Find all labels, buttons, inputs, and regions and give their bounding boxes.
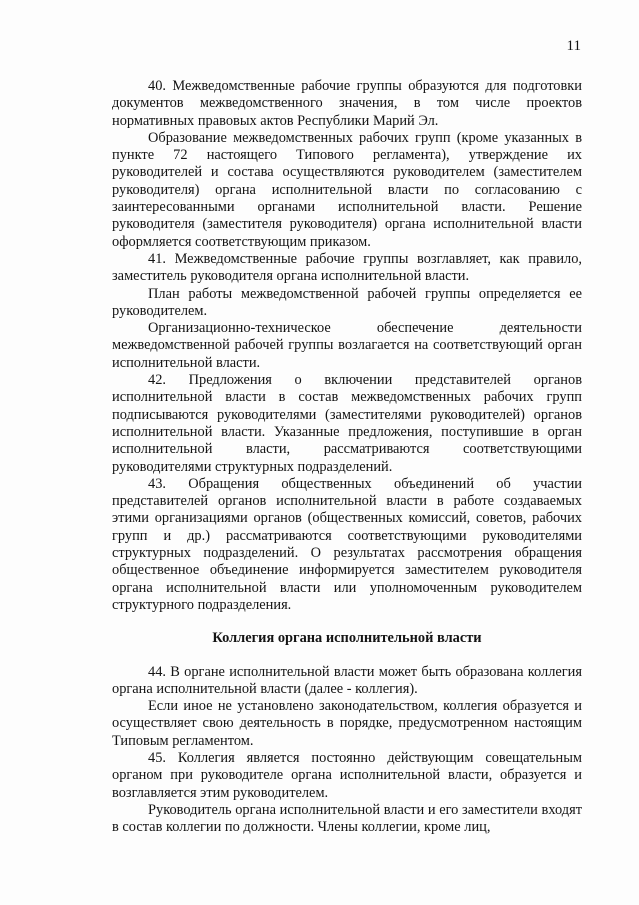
paragraph-45-members: Руководитель органа исполнительной власти и его заместители входят в состав коллегии по должности. Члены коллегии, кроме лиц, bbox=[112, 801, 582, 836]
paragraph-44: 44. В органе исполнительной власти может быть образована коллегия органа исполнительной власти (далее - коллегия). bbox=[112, 663, 582, 697]
paragraph-40-formation: Образование межведомственных рабочих групп (кроме указанных в пункте 72 настоящего Типового регламента), утверждение их руководителей и состава осуществляются руководителем (заместителем руководителя) органа исполнительной власти по согласованию с заинтересованными органами исполнительной власти. Решение руководителя (заместителя руководителя) органа исполнительной власти оформляется соответствующим приказом. bbox=[112, 129, 582, 250]
page-number: 11 bbox=[566, 38, 581, 54]
paragraph-43: 43. Обращения общественных объединений об участии представителей органов исполнительной власти в работе создаваемых этими организациями органов (общественных комиссий, советов, рабочих групп и др.) рассматриваются соответствующими руководителями структурных подразделений. О результатах рассмотрения обращения общественное объединение информируется заместителем руководителя органа исполнительной власти или уполномоченным руководителем структурного подразделения. bbox=[112, 475, 582, 613]
paragraph-40: 40. Межведомственные рабочие группы образуются для подготовки документов межведомственного значения, в том числе проектов нормативных правовых актов Республики Марий Эл. bbox=[112, 78, 582, 129]
paragraph-44-order: Если иное не установлено законодательством, коллегия образуется и осуществляет свою деятельность в порядке, предусмотренном настоящим Типовым регламентом. bbox=[112, 698, 582, 749]
paragraph-41-support: Организационно-техническое обеспечение деятельности межведомственной рабочей группы возлагается на соответствующий орган исполнительной власти. bbox=[112, 320, 582, 371]
paragraph-45: 45. Коллегия является постоянно действующим совещательным органом при руководителе органа исполнительной власти, образуется и возглавляется этим руководителем. bbox=[112, 749, 582, 801]
paragraph-41: 41. Межведомственные рабочие группы возглавляет, как правило, заместитель руководителя органа исполнительной власти. bbox=[112, 250, 582, 285]
paragraph-41-plan: План работы межведомственной рабочей группы определяется ее руководителем. bbox=[112, 285, 582, 319]
paragraph-42: 42. Предложения о включении представителей органов исполнительной власти в состав межведомственных рабочих групп подписываются руководителями (заместителями руководителей) органов исполнительной власти. Указанные предложения, поступившие в орган исполнительной власти, рассматриваются соответствующими руководителями структурных подразделений. bbox=[112, 372, 582, 475]
document-body bbox=[112, 78, 582, 836]
section-heading: Коллегия органа исполнительной власти bbox=[212, 630, 482, 647]
